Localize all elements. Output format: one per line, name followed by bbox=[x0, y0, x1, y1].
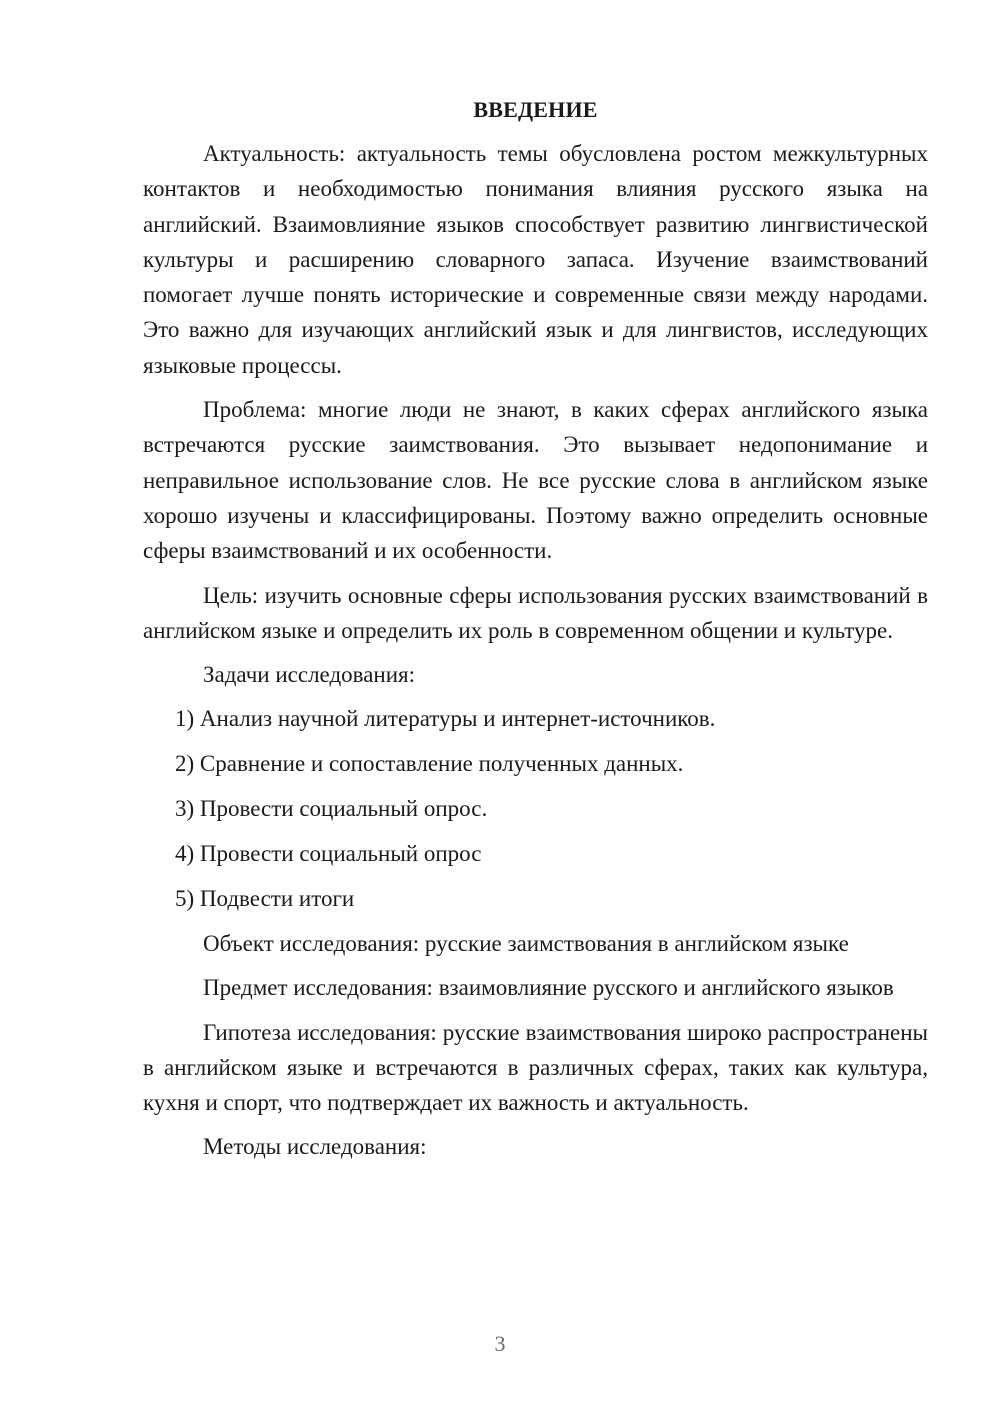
problem-paragraph: Проблема: многие люди не знают, в каких сферах английского языка встречаются русские заимствования. Это вызывает недопонимание и неправильное использование слов. Не все русские слова в английском языке хорошо изучены и классифицированы. Поэтому важно определить основные сферы взаимствований и их особенности. bbox=[143, 397, 928, 564]
task-item: 4) Провести социальный опрос bbox=[175, 841, 482, 867]
task-item: 3) Провести социальный опрос. bbox=[175, 796, 488, 822]
task-item: 5) Подвести итоги bbox=[175, 886, 355, 912]
relevance-paragraph: Актуальность: актуальность темы обусловлена ростом межкультурных контактов и необходимостью понимания влияния русского языка на английский. Взаимовлияние языков способствует развитию лингвистической культуры и расширению словарного запаса. Изучение взаимствований помогает лучше понять исторические и современные связи между народами. Это важно для изучающих английский язык и для лингвистов, исследующих языковые процессы. bbox=[143, 141, 928, 378]
object-paragraph: Объект исследования: русские заимствования в английском языке bbox=[203, 930, 849, 956]
methods-heading: Методы исследования: bbox=[203, 1134, 427, 1160]
task-item: 1) Анализ научной литературы и интернет-источников. bbox=[175, 706, 716, 732]
page-content bbox=[143, 92, 928, 1174]
task-item: 2) Сравнение и сопоставление полученных данных. bbox=[175, 751, 684, 777]
hypothesis-paragraph: Гипотеза исследования: русские взаимствования широко распространены в английском языке и встречаются в различных сферах, таких как культура, кухня и спорт, что подтверждает их важность и актуальность. bbox=[143, 1019, 928, 1116]
goal-paragraph: Цель: изучить основные сферы использования русских взаимствований в английском языке и определить их роль в современном общении и культуре. bbox=[143, 582, 928, 643]
subject-paragraph: Предмет исследования: взаимовлияние русского и английского языков bbox=[203, 975, 894, 1001]
tasks-list bbox=[143, 701, 928, 916]
section-title: ВВЕДЕНИЕ bbox=[473, 97, 598, 122]
page-number: 3 bbox=[494, 1331, 506, 1356]
tasks-heading: Задачи исследования: bbox=[203, 662, 416, 688]
